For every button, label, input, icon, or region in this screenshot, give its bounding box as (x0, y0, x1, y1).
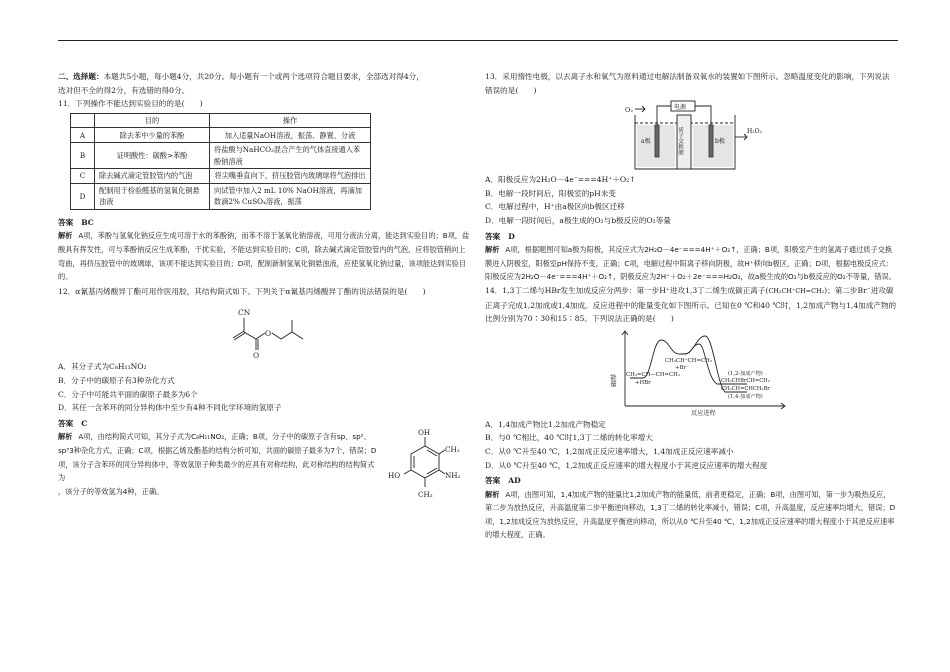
p14-formula: CH₃CH=CHCH₂Br (721, 385, 770, 392)
q12-explanation: 解析 A项，由结构简式可知，其分子式为C₈H₁₁NO₂，正确；B项，分子中的碳原子含有sp、sp²、sp³3种杂化方式，正确；C项，根据乙烯及酯基的结构分析可知，共面的碳原子最多为7个，错误；D项，该分子含苯环的同分异构体中，等效氢原子种类最少的应具有对称结构，此对称结构的结构简式为 (58, 432, 377, 483)
q13-answer: 答案 D (485, 231, 515, 241)
row-opt: A (71, 128, 95, 143)
q11-stem: 11．下列操作不能达到实验目的的是( ) (58, 99, 203, 109)
fig-o2: O₂ (625, 106, 633, 115)
q12-answer: 答案 C (58, 418, 88, 428)
q12-explanation-end: ，该分子的等效氢为4种，正确。 (58, 486, 164, 496)
aux-nh2: NH₂ (445, 471, 461, 481)
row-purpose: 配制用于检验醛基的氢氧化铜悬浊液 (95, 183, 210, 209)
q12-option-c: C．分子中可能共平面的碳原子最多为6个 (58, 389, 198, 399)
ylabel-energy: 能量 (609, 373, 617, 387)
section-intro-2: 选对但不全的得2分，有选错的得0分。 (58, 85, 190, 95)
q13-explanation: 解析 A项，根据题图可知a极为阳极，其反应式为2H₂O－4e⁻===4H⁺＋O₂↑，正确；B项，阳极室产生的氢离子通过质子交换膜进入阴极室，阳极室pH保持不变，正确；C项，电解过程中阳离子移向阴极，故H⁺移向b极区，正确；D项，根据电极反应式：阳极反应为2H₂O－4e⁻===4H⁺＋O₂↑，阴极反应为2H⁺＋O₂＋2e⁻===H₂O₂，故a极生成的O₂与b极反应的O₂不等量，错误。 (485, 245, 896, 282)
q12-option-d: D．其任一含苯环的同分异构体中至少有4种不同化学环境的氢原子 (58, 403, 282, 413)
aux-ho-left: HO (388, 471, 401, 481)
header-rule (58, 40, 898, 41)
row-opt: C (71, 169, 95, 184)
p12-formula: CH₃CHBrCH=CH₂ (721, 377, 770, 384)
left-column (58, 70, 470, 498)
p14-tag: (1,4-加成产物) (728, 393, 763, 400)
q12-stem: 12．α氰基丙烯酸异丁酯可用作医用胶，其结构简式如下。下列关于α氰基丙烯酸异丁酯的说法错误的是( ) (58, 286, 426, 296)
struct-o-ester: O (265, 329, 272, 339)
intermediate-label: CH₃CH⁺CH=CH₂ (665, 357, 712, 364)
xlabel-progress: 反应进程 (691, 409, 716, 417)
q13-option-a: A．阳极反应为2H₂O－4e⁻===4H⁺＋O₂↑ (485, 175, 636, 185)
row-opt: D (71, 183, 95, 209)
q12-explanation-block (58, 430, 470, 498)
row-operation: 将盐酸与NaHCO₃混合产生的气体直接通入苯酚钠溶液 (210, 143, 371, 169)
q12-aux-structure (385, 426, 470, 504)
aux-ch3-bottom: CH₃ (418, 490, 433, 500)
q13-electrolysis-figure (485, 97, 897, 173)
q11-answer: 答案 BC (58, 217, 94, 227)
fig-a-electrode: a极 (641, 138, 651, 146)
table-header-purpose: 目的 (95, 113, 210, 128)
fig-power: 电源 (674, 104, 687, 112)
reactant-label-2: +HBr (635, 379, 651, 386)
q13-stem: 13．采用惰性电极，以去离子水和氧气为原料通过电解法制备双氧水的装置如下图所示。忽略温度变化的影响，下列说法错误的是( ) (485, 72, 890, 95)
table-row (71, 169, 371, 184)
section-heading: 二、选择题： (58, 72, 104, 81)
row-opt: B (71, 143, 95, 169)
fig-b-electrode: b极 (715, 138, 725, 146)
table-row (71, 183, 371, 209)
q14-option-a: A．1,4加成产物比1,2加成产物稳定 (485, 419, 606, 429)
struct-cn: CN (238, 308, 251, 318)
q12-option-b: B．分子中的碳原子有3种杂化方式 (58, 375, 175, 385)
q14-option-b: B．与0 ℃相比，40 ℃时1,3丁二烯的转化率增大 (485, 433, 653, 443)
q13-option-d: D．电解一段时间后，a极生成的O₂与b极反应的O₂等量 (485, 215, 671, 225)
section-intro: 二、选择题：本题共5小题，每小题4分，共20分。每小题有一个或两个选项符合题目要求，全部选对得4分， (58, 72, 424, 81)
reactant-label: CH₂=CH—CH=CH₂ (626, 371, 681, 378)
p12-tag: (1,2-加成产物) (728, 370, 763, 377)
q14-answer: 答案 AD (485, 476, 521, 486)
table-header-blank (71, 113, 95, 128)
row-operation: 加入适量NaOH溶液，振荡、静置、分液 (210, 128, 371, 143)
q14-option-c: C．从0 ℃升至40 ℃，1,2加成正反应速率增大，1,4加成正反应速率减小 (485, 446, 734, 456)
q12-option-a: A．其分子式为C₈H₁₁NO₂ (58, 362, 147, 372)
aux-oh-top: OH (418, 428, 431, 438)
right-column (485, 70, 897, 542)
row-purpose: 除去苯中少量的苯酚 (95, 128, 210, 143)
q14-energy-diagram (485, 326, 897, 418)
struct-o-carbonyl: O (253, 351, 260, 361)
q11-explanation: 解析 A项，苯酚与氢氧化钠反应生成可溶于水的苯酚钠，而苯不溶于氢氧化钠溶液，可用分液法分离，能达到实验目的；B项，盐酸具有挥发性，可与苯酚钠反应生成苯酚，干扰实验，不能达到实验目的；C项，除去碱式滴定管胶管内的气泡，应将胶管稍向上弯曲，再挤压胶管中的玻璃球，该项不能达到实验目的；D项，配制新制氢氧化铜悬浊液，应使氢氧化钠过量，该项能达到实验目的。 (58, 231, 470, 282)
fig-h2o2: H₂O₂ (747, 128, 762, 136)
table-row (71, 128, 371, 143)
carbocation-formula: CH₃CH⁺CH=CH₂ (768, 286, 825, 295)
q12-structure-figure (58, 298, 470, 360)
intermediate-label-2: +Br⁻ (675, 364, 689, 371)
table-row (71, 143, 371, 169)
q13-option-b: B．电解一段时间后，阳极室的pH未变 (485, 188, 616, 198)
aux-ch3-right: CH₃ (445, 445, 460, 455)
q14-option-d: D．从0 ℃升至40 ℃，1,2加成正反应速率的增大程度小于其逆反应速率的增大程度 (485, 460, 768, 470)
q14-explanation: 解析 A项，由图可知，1,4加成产物的能量比1,2加成产物的能量低，前者更稳定，正确；B项，由图可知，第一步为吸热反应，第二步为放热反应，升高温度第二步平衡逆向移动，1,3丁二烯的转化率减小，错误；C项，升高温度，反应速率均增大，错误；D项，1,2加成反应为放热反应，升高温度平衡逆向移动，所以从0 ℃升至40 ℃，1,2加成正反应速率的增大程度小于其逆反应速率的增大程度，正确。 (485, 489, 896, 540)
row-operation: 向试管中加入2 mL 10% NaOH溶液，再滴加数滴2% CuSO₄溶液，振荡 (210, 183, 371, 209)
q14-stem: 14．1,3丁二烯与HBr发生加成反应分两步：第一步H⁺进攻1,3丁二烯生成碳正离子(CH₃CH⁺CH=CH₂)；第二步Br⁻进攻碳正离子完成1,2加成或1,4加成。反应进程中的能量变化如下图所示。已知在0 ℃和40 ℃时，1,2加成产物与1,4加成产物的比例分别为70∶30和15∶85。下列说法正确的是( ) (485, 285, 897, 324)
row-purpose: 除去碱式滴定管胶管内的气泡 (95, 169, 210, 184)
q11-table (70, 113, 371, 210)
q13-option-c: C．电解过程中，H⁺由a极区向b极区迁移 (485, 202, 625, 212)
table-header-row (71, 113, 371, 128)
row-purpose: 证明酸性：碳酸>苯酚 (95, 143, 210, 169)
fig-membrane: 质子交换膜 (677, 127, 683, 156)
row-operation: 将尖嘴垂直向下，挤压胶管内玻璃球将气泡排出 (210, 169, 371, 184)
table-header-operation: 操作 (210, 113, 371, 128)
